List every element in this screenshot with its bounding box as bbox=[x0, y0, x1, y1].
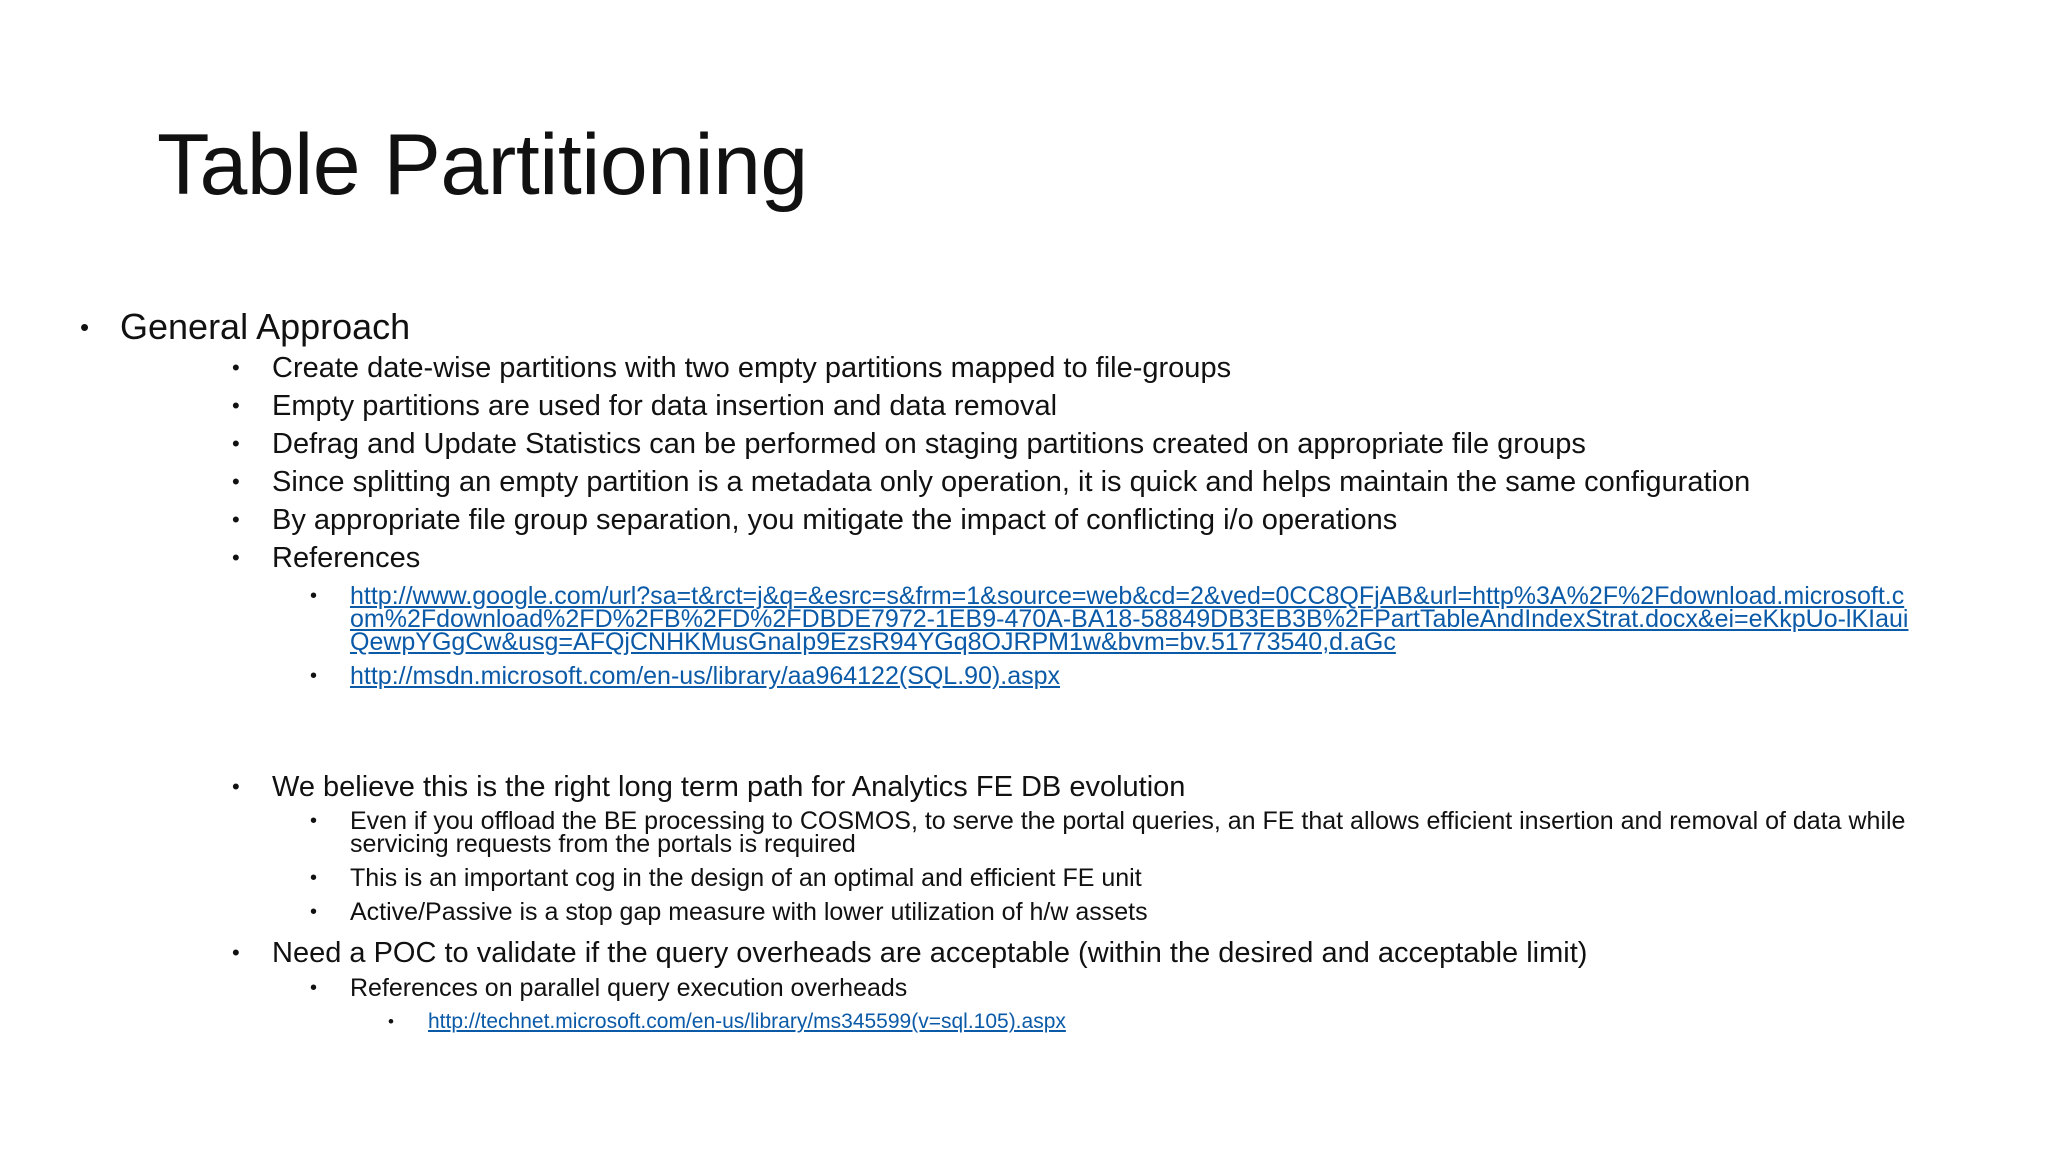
bullet-dot: • bbox=[232, 940, 240, 965]
bullet-file-group-separation bbox=[150, 501, 1910, 539]
slide-title: Table Partitioning bbox=[157, 117, 808, 213]
bullet-text: Active/Passive is a stop gap measure with lower utilization of h/w assets bbox=[350, 898, 1148, 926]
reference-link-msdn[interactable]: http://msdn.microsoft.com/en-us/library/aa964122(SQL.90).aspx bbox=[350, 662, 1061, 690]
spacer bbox=[150, 698, 1910, 768]
bullet-dot: • bbox=[232, 545, 240, 570]
bullet-text: Empty partitions are used for data insertion and data removal bbox=[272, 390, 1058, 422]
bullet-offload-be bbox=[150, 807, 1910, 858]
bullet-splitting bbox=[150, 463, 1910, 501]
reference-link-item bbox=[150, 664, 1910, 688]
bullet-dot: • bbox=[232, 469, 240, 494]
bullet-dot: • bbox=[232, 431, 240, 456]
bullet-references bbox=[150, 539, 1910, 577]
bullet-need-poc bbox=[150, 934, 1910, 972]
bullet-list bbox=[80, 305, 1910, 1034]
bullet-dot: • bbox=[232, 355, 240, 380]
reference-link-technet[interactable]: http://technet.microsoft.com/en-us/library/ms345599(v=sql.105).aspx bbox=[428, 1010, 1066, 1033]
bullet-dot: • bbox=[310, 665, 318, 687]
bullet-dot: • bbox=[310, 867, 318, 889]
bullet-dot: • bbox=[388, 1012, 394, 1031]
bullet-dot: • bbox=[232, 774, 240, 799]
bullet-dot: • bbox=[310, 977, 318, 999]
bullet-text: We believe this is the right long term path for Analytics FE DB evolution bbox=[272, 771, 1186, 803]
bullet-dot: • bbox=[232, 507, 240, 532]
bullet-text: Create date-wise partitions with two empty partitions mapped to file-groups bbox=[272, 352, 1232, 384]
bullet-text: Even if you offload the BE processing to COSMOS, to serve the portal queries, an FE that allows efficient insertion and removal of data while servicing requests from the portals is required bbox=[350, 807, 1906, 858]
bullet-text: This is an important cog in the design of an optimal and efficient FE unit bbox=[350, 864, 1142, 892]
reference-link-item bbox=[150, 582, 1910, 656]
reference-link-google[interactable]: http://www.google.com/url?sa=t&rct=j&q=&esrc=s&frm=1&source=web&cd=2&ved=0CC8QFjAB&url=http%3A%2F%2Fdownload.microsoft.com%2Fdownload%2FD%2FB%2FD%2FDBDE7972-1EB9-470A-BA18-58849DB3EB3B%2FPartTableAndIndexStrat.docx&ei=eKkpUo-lKIauiQewpYGgCw&usg=AFQjCNHKMusGnaIp9EzsR94YGq8OJRPM1w&bvm=bv.51773540,d.aGc bbox=[350, 582, 1909, 656]
bullet-text: References on parallel query execution overheads bbox=[350, 974, 908, 1002]
bullet-parallel-query-refs bbox=[150, 976, 1910, 1000]
reference-link-item bbox=[150, 1010, 1910, 1034]
bullet-text: References bbox=[272, 542, 421, 574]
bullet-text: Defrag and Update Statistics can be performed on staging partitions created on appropriate file groups bbox=[272, 428, 1586, 460]
bullet-text: Need a POC to validate if the query overheads are acceptable (within the desired and acceptable limit) bbox=[272, 937, 1588, 969]
bullet-text: General Approach bbox=[120, 306, 411, 347]
bullet-empty-partitions bbox=[150, 387, 1910, 425]
bullet-dot: • bbox=[310, 901, 318, 923]
bullet-text: By appropriate file group separation, you mitigate the impact of conflicting i/o operations bbox=[272, 504, 1398, 536]
bullet-dot: • bbox=[232, 393, 240, 418]
bullet-dot: • bbox=[80, 312, 90, 342]
bullet-general-approach bbox=[74, 305, 1910, 349]
bullet-dot: • bbox=[310, 585, 318, 607]
bullet-dot: • bbox=[310, 810, 318, 832]
slide-content bbox=[80, 305, 1910, 1034]
bullet-text: Since splitting an empty partition is a metadata only operation, it is quick and helps maintain the same configuration bbox=[272, 466, 1751, 498]
bullet-important-cog bbox=[150, 866, 1910, 890]
bullet-active-passive bbox=[150, 900, 1910, 924]
bullet-defrag bbox=[150, 425, 1910, 463]
bullet-long-term-path bbox=[150, 768, 1910, 806]
bullet-create-partitions bbox=[150, 349, 1910, 387]
